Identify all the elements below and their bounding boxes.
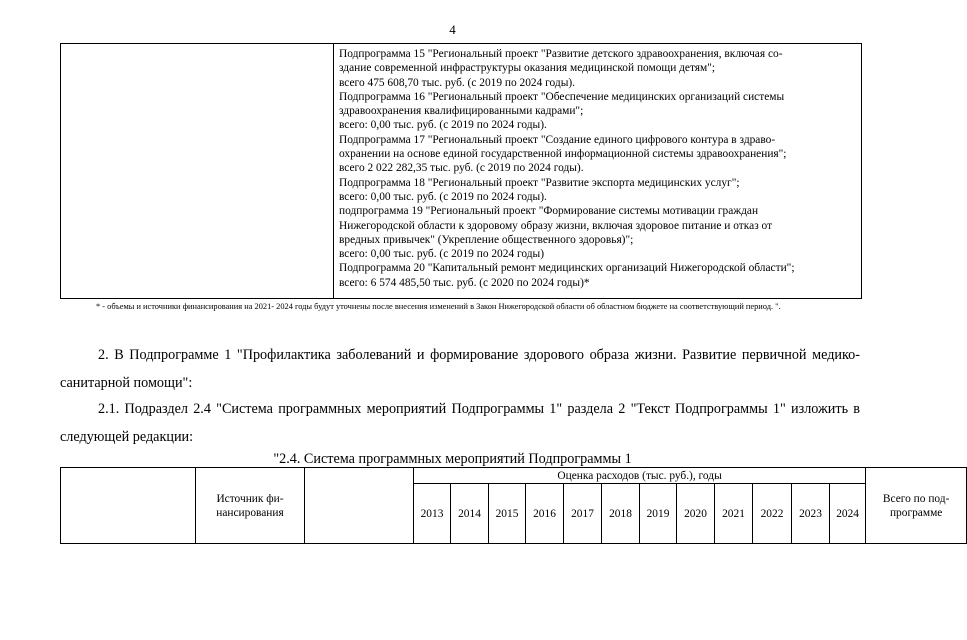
- empty-header-cell: [61, 468, 196, 544]
- year-header: 2014: [451, 484, 489, 544]
- year-header: 2024: [830, 484, 866, 544]
- subprogram-line: Подпрограмма 18 "Региональный проект "Развитие экспорта медицинских услуг";: [339, 176, 740, 189]
- year-header: 2021: [715, 484, 753, 544]
- subprogram-line: всего: 0,00 тыс. руб. (с 2019 по 2024 годы).: [339, 190, 547, 203]
- subprogram-line: Подпрограмма 17 "Региональный проект "Создание единого цифрового контура в здраво-: [339, 133, 776, 146]
- empty-header-cell: [305, 468, 414, 544]
- subprogram-line: всего: 0,00 тыс. руб. (с 2019 по 2024 годы).: [339, 119, 547, 132]
- year-header: 2013: [414, 484, 451, 544]
- subprogram-funding-table: [60, 43, 862, 299]
- estimate-header: Оценка расходов (тыс. руб.), годы: [414, 468, 866, 484]
- subprogram-line: всего: 6 574 485,50 тыс. руб. (с 2020 по 2024 годы)*: [339, 276, 590, 289]
- paragraph-2-1: 2.1. Подраздел 2.4 "Система программных мероприятий Подпрограммы 1" раздела 2 "Текст Подпрограммы 1" изложить в следующей редакции:: [60, 401, 860, 445]
- year-header: 2023: [792, 484, 830, 544]
- subprogram-line: всего 2 022 282,35 тыс. руб. (с 2019 по 2024 годы).: [339, 162, 584, 175]
- year-header: 2018: [602, 484, 640, 544]
- program-activities-table: [60, 467, 967, 544]
- year-header: 2022: [753, 484, 792, 544]
- footnote: * - объемы и источники финансирования на 2021- 2024 годы будут уточнены после внесения изменений в Закон Нижегородской области об областном бюджете на соответствующий период. ".: [96, 302, 781, 311]
- subprogram-line: здание современной инфраструктуры оказания медицинской помощи детям";: [339, 62, 716, 75]
- subprogram-line: здравоохранения квалифицированными кадрами";: [339, 105, 584, 118]
- subprogram-line: охранении на основе единой государственной информационной системы здравоохранения";: [339, 148, 787, 161]
- year-header: 2015: [489, 484, 526, 544]
- subprogram-line: всего: 0,00 тыс. руб. (с 2019 по 2024 годы): [339, 248, 544, 261]
- page-number: 4: [449, 22, 456, 37]
- subprogram-line: Подпрограмма 16 "Региональный проект "Обеспечение медицинских организаций системы: [339, 90, 785, 103]
- year-header: 2019: [640, 484, 677, 544]
- source-header: Источник фи-нансирования: [196, 468, 305, 544]
- paragraph-2: 2. В Подпрограмме 1 "Профилактика заболеваний и формирование здорового образа жизни. Развитие первичной медико-санитарной помощи":: [60, 347, 860, 391]
- subprogram-line: Нижегородской области к здоровому образу жизни, включая здоровое питание и отказ от: [339, 219, 773, 232]
- subprogram-line: Подпрограмма 20 "Капитальный ремонт медицинских организаций Нижегородской области";: [339, 262, 795, 275]
- year-header: 2016: [526, 484, 564, 544]
- table-left-cell: [61, 44, 334, 299]
- subprogram-line: Подпрограмма 15 "Региональный проект "Развитие детского здравоохранения, включая со-: [339, 48, 783, 60]
- subprogram-list-cell: [334, 44, 862, 299]
- subprogram-line: подпрограмма 19 "Региональный проект "Формирование системы мотивации граждан: [339, 205, 759, 218]
- year-header: 2020: [677, 484, 715, 544]
- total-header: Всего по под-программе: [866, 468, 967, 544]
- subprogram-line: всего 475 608,70 тыс. руб. (с 2019 по 2024 годы).: [339, 76, 575, 89]
- year-header: 2017: [564, 484, 602, 544]
- table-caption: "2.4. Система программных мероприятий Подпрограммы 1: [273, 451, 632, 467]
- subprogram-line: вредных привычек" (Укрепление общественного здоровья)";: [339, 233, 634, 246]
